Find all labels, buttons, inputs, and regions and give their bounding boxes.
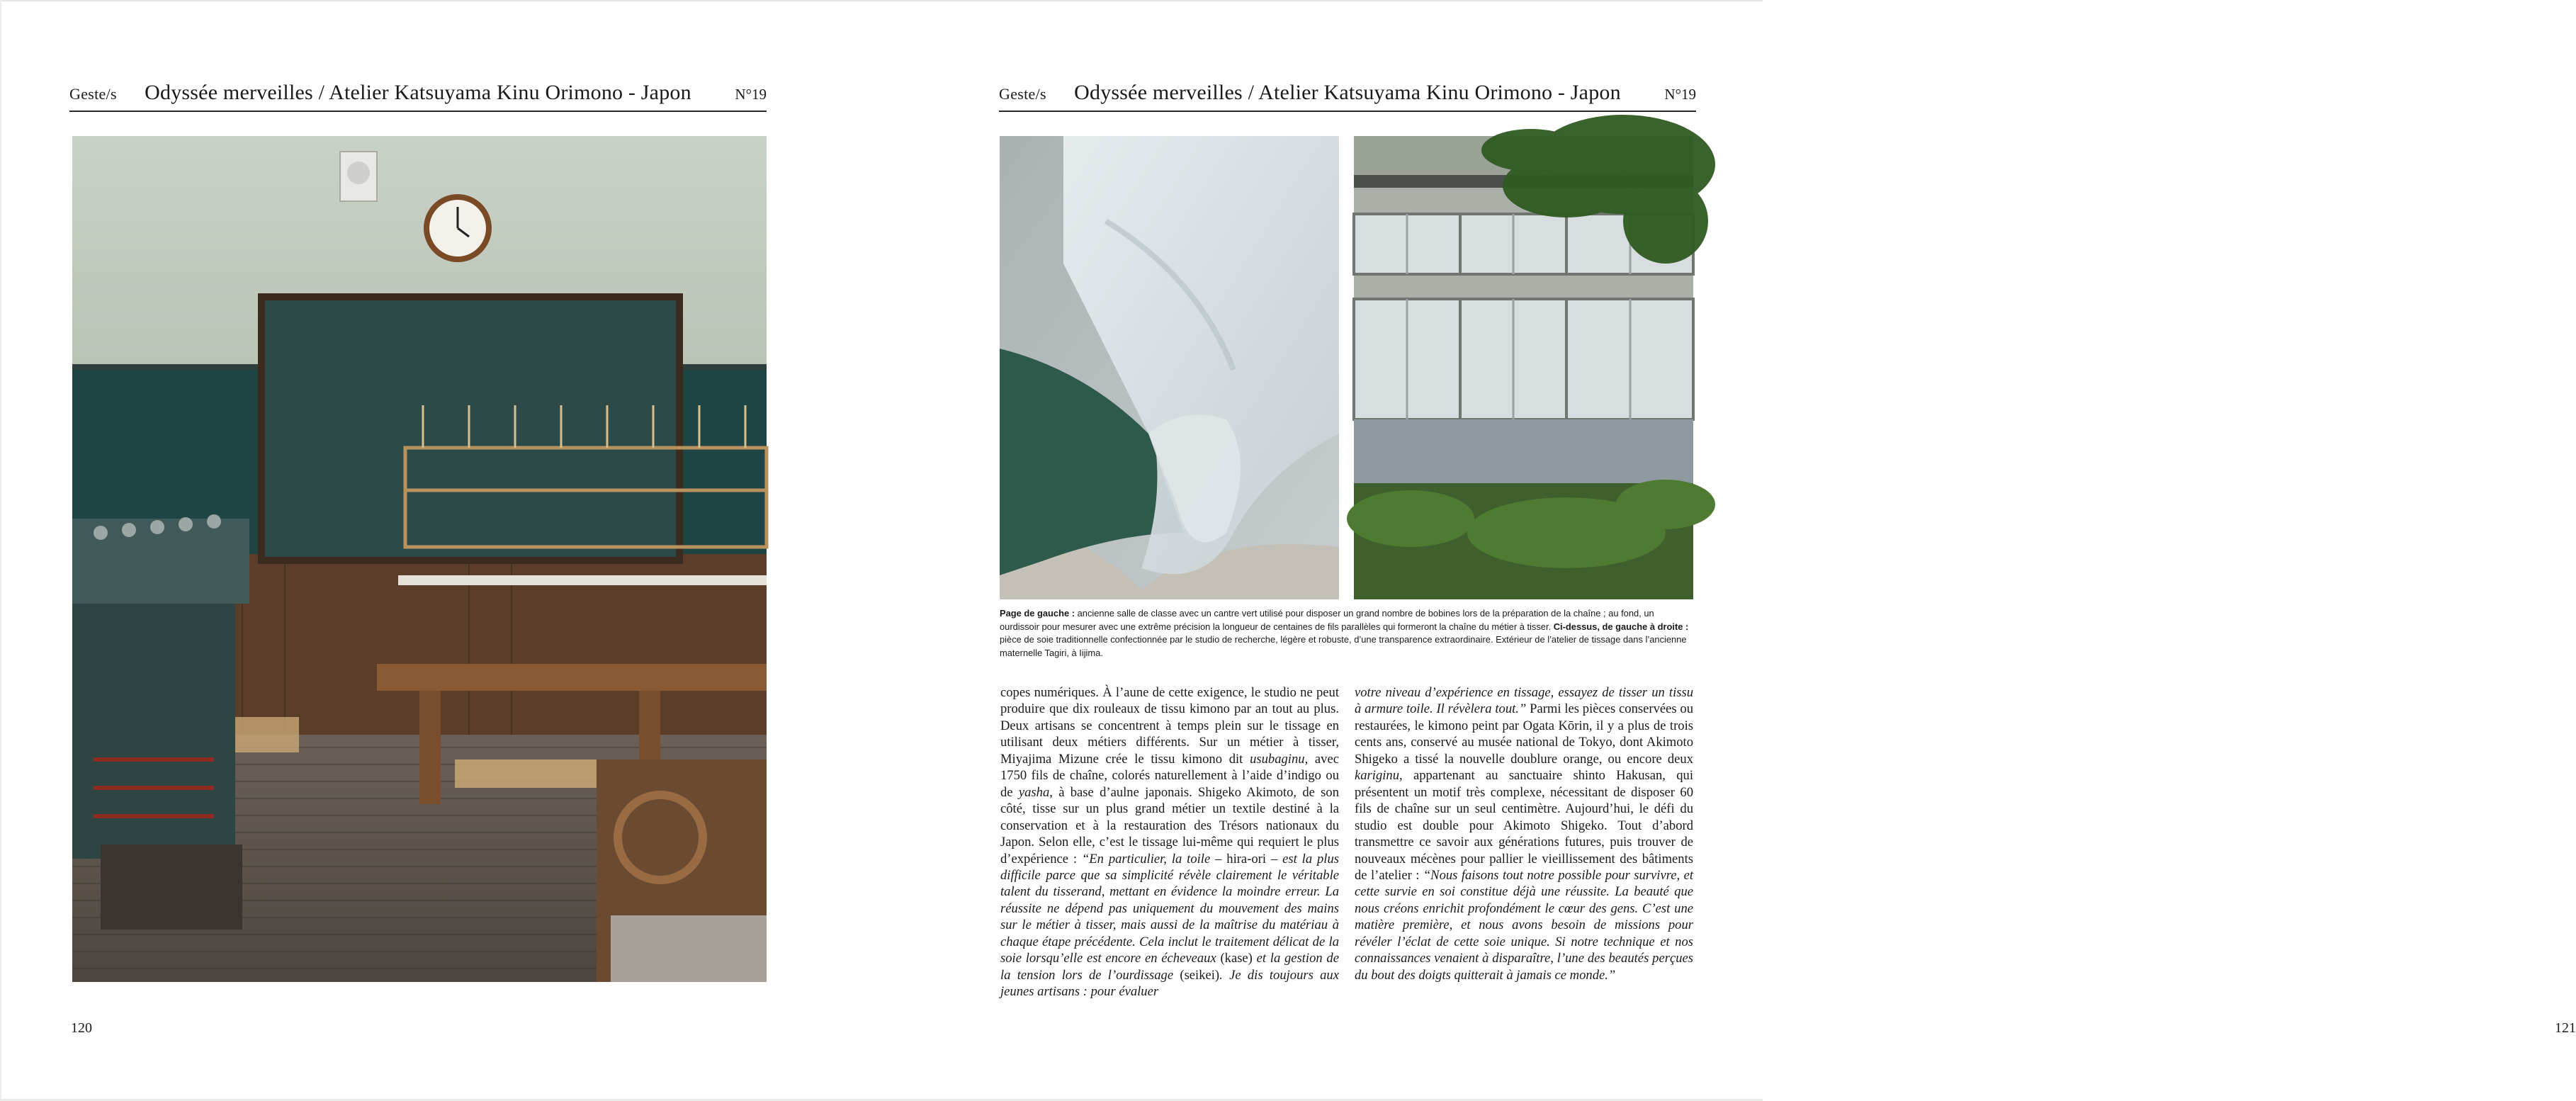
body-run: copes numériques. À l’aune de cette exigence, le studio ne peut produire que dix rouleaux de tissu kimono par an tout au plus. Deux artisans se concentrent à temps plein sur le tissage en utilisant deux métiers différents. Sur un métier à tisser, Miyajima Mizune crée le tissu kimono dit <box>1000 685 1339 767</box>
body-run-italic: usubaginu <box>1250 751 1305 767</box>
body-run-italic: votre niveau d’expérience en tissage, essayez de tisser un tissu à armure toile. Il révèlera tout.” <box>1355 685 1693 717</box>
caption-label-left-page: Page de gauche : <box>1000 608 1075 619</box>
body-run-italic: “Nous faisons tout notre possible pour survivre, et cette survie en soi constitue déjà une réussite. La beauté que nous créons enrichit profondément le cœur des gens. C’est une matière première, et nous avons besoin de missions pour révéler l’éclat de cette soie unique. Si notre technique et nos connaissances venaient à disparaître, l’une des beautés perçues du bout des doigts quitterait à jamais ce monde.” <box>1355 867 1693 983</box>
body-run: hira-ori <box>1226 851 1267 866</box>
body-run-italic: yasha <box>1018 784 1050 800</box>
running-head-right <box>999 79 1696 112</box>
body-run: , avec 1750 fils de chaîne, colorés naturellement à l’aide d’indigo ou de <box>1000 751 1339 800</box>
body-run: (seikei) <box>1180 967 1220 983</box>
silk-fabric-photo <box>1000 136 1339 599</box>
classroom-loom-photo <box>72 136 767 982</box>
body-run-italic: – est la plus difficile parce que sa simplicité révèle clairement le véritable talent du tisserand, mettant en évidence la moindre erreur. La réussite ne dépend pas uniquement du mouvement des mains sur le métier à tisser, mais aussi de la maîtrise du matériau à chaque étape précédente. Cela inclut le traitement délicat de la soie lorsqu’elle est encore en écheveaux <box>1000 851 1339 966</box>
article-title: Odyssée merveilles / Atelier Katsuyama Kinu Orimono - Japon <box>1074 81 1621 104</box>
article-title: Odyssée merveilles / Atelier Katsuyama Kinu Orimono - Japon <box>145 81 691 104</box>
body-run-italic: et la gestion de la tension lors de l’ourdissage <box>1000 951 1339 983</box>
body-run: Parmi les pièces conservées ou restaurées, le kimono peint par Ogata Kōrin, il y a plus de trois cents ans, conservé au musée national de Tokyo, dont Akimoto Shigeko a tissé la nouvelle doublure orange, ou encore deux <box>1355 701 1693 767</box>
caption-label-above: Ci-dessus, de gauche à droite : <box>1553 621 1689 632</box>
school-exterior-photo <box>1354 136 1693 599</box>
body-run: (kase) <box>1220 951 1253 966</box>
page-number-right: 121 <box>2555 1020 2576 1036</box>
body-run-italic: “En particulier, la toile – <box>1081 851 1227 866</box>
page-number-left: 120 <box>71 1020 92 1036</box>
issue-number: N°19 <box>1664 86 1696 103</box>
body-run-italic: . Je dis toujours aux jeunes artisans : pour évaluer <box>1000 967 1339 1000</box>
body-column-1 <box>1000 684 1339 1000</box>
running-head-left <box>69 79 767 112</box>
section-label: Geste/s <box>999 85 1046 103</box>
body-run: , à base d’aulne japonais. Shigeko Akimoto, de son côté, tisse sur un plus grand métier un textile destiné à la conservation et à la restauration des Trésors nationaux du Japon. Selon elle, c’est le tissage lui-même qui requiert le plus d’expérience : <box>1000 784 1339 866</box>
body-run-italic: kariginu <box>1355 768 1400 784</box>
issue-number: N°19 <box>735 86 767 103</box>
photo-caption <box>1000 607 1695 660</box>
body-column-2 <box>1355 684 1693 983</box>
caption-text-above: pièce de soie traditionnelle confectionnée par le studio de recherche, légère et robuste, d’une transparence extraordinaire. Extérieur de l’atelier de tissage dans l’ancienne maternelle Tagiri, à Iijima. <box>1000 634 1687 658</box>
section-label: Geste/s <box>69 85 117 103</box>
body-run: , appartenant au sanctuaire shinto Hakusan, qui présentent un motif très complexe, nécessitant de disposer 60 fils de chaîne sur un seul centimètre. Aujourd’hui, le défi du studio est double pour Akimoto Shigeko. Tout d’abord transmettre ce savoir aux générations futures, puis trouver de nouveaux mécènes pour pallier le vieillissement des bâtiments de l’atelier : <box>1355 768 1693 883</box>
caption-text-left-page: ancienne salle de classe avec un cantre vert utilisé pour disposer un grand nombre de bobines lors de la préparation de la chaîne ; au fond, un ourdissoir pour mesurer avec une extrême précision la longueur de centaines de fils parallèles qui formeront la chaîne du métier à tisser. <box>1000 608 1654 632</box>
